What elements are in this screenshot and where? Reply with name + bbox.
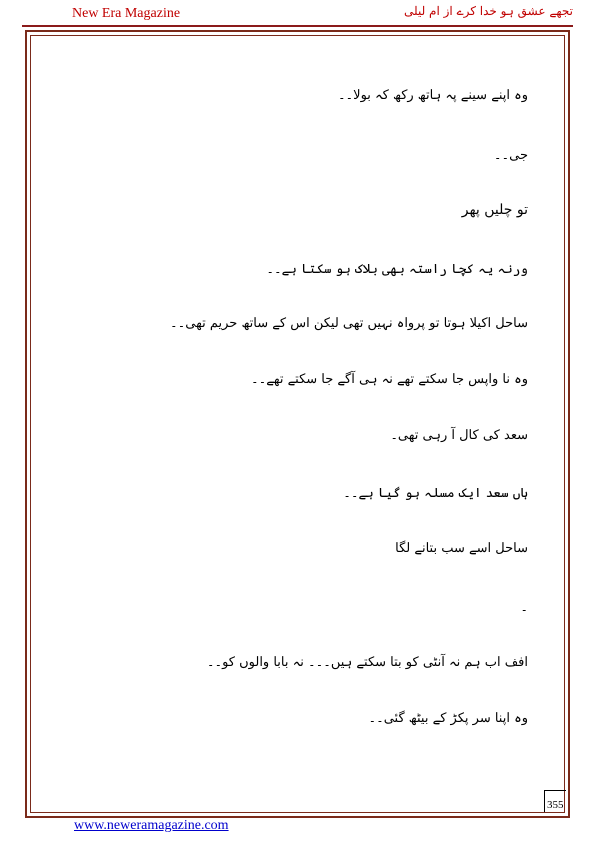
header-divider xyxy=(22,25,573,27)
body-line: افف اب ہم نہ آنٹی کو بتا سکتے ہیں۔۔۔ نہ بابا والوں کو۔۔ xyxy=(206,655,528,670)
body-line: جی۔۔ xyxy=(493,148,528,163)
body-line: ساحل اسے سب بتانے لگا xyxy=(395,541,528,556)
website-link[interactable]: www.neweramagazine.com xyxy=(74,818,229,833)
body-line: وہ اپنے سینے پہ ہاتھ رکھ کہ بولا۔۔ xyxy=(337,88,528,103)
body-line: ورنہ یہ کچا راستہ بھی بلاک ہو سکتا ہے۔۔ xyxy=(266,262,528,277)
body-line: ساحل اکیلا ہوتا تو پرواہ نہیں تھی لیکن اس کے ساتھ حریم تھی۔۔ xyxy=(170,316,528,331)
body-line: ۔ xyxy=(520,600,528,615)
novel-title: تجھے عشق ہو خدا کرے از ام لیلی xyxy=(403,4,573,18)
body-line: ہاں سعد ایک مسلہ ہو گیا ہے۔۔ xyxy=(343,486,528,501)
body-line: سعد کی کال آ رہی تھی۔ xyxy=(390,428,528,443)
body-line: تو چلیں پھر xyxy=(461,202,528,218)
magazine-title: New Era Magazine xyxy=(72,6,181,21)
body-line: وہ نا واپس جا سکتے تھے نہ ہی آگے جا سکتے تھے۔۔ xyxy=(250,372,528,387)
body-line: وہ اپنا سر پکڑ کے بیٹھ گئی۔۔ xyxy=(368,711,528,726)
page-number: 355 xyxy=(547,799,564,811)
